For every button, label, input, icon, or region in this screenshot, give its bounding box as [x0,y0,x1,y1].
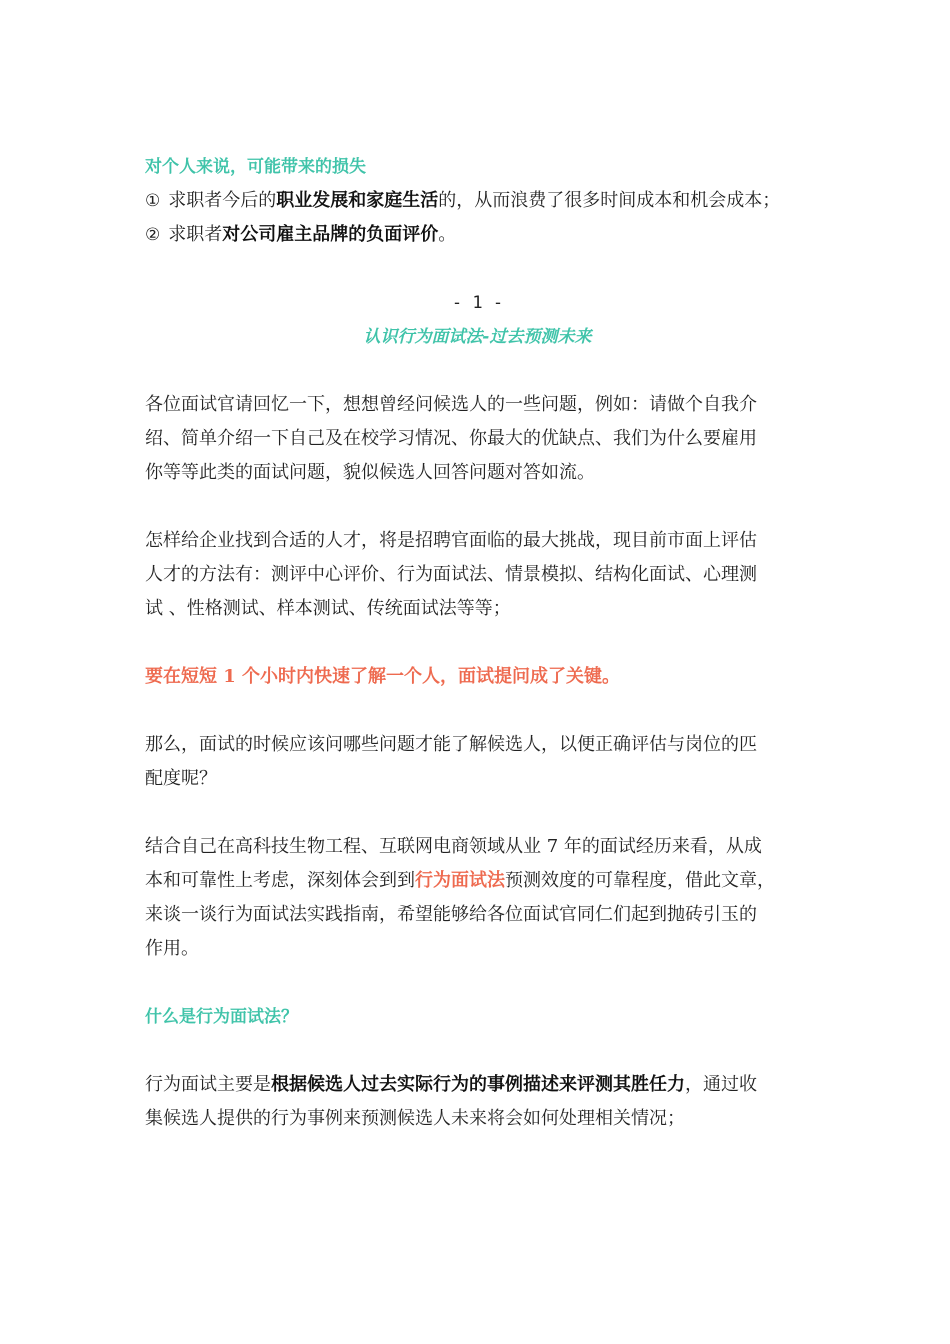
item-number: ② [145,225,161,245]
paragraph-line: 各位面试官请回忆一下，想想曾经问候选人的一些问题，例如：请做个自我介 [145,394,757,415]
paragraph-question [145,728,810,796]
paragraph-line [145,1068,810,1102]
paragraph-line: 集候选人提供的行为事例来预测候选人未来将会如何处理相关情况； [145,1108,685,1129]
paragraph-text: 本和可靠性上考虑，深刻体会到到 [145,870,415,891]
paragraph-definition [145,1068,810,1136]
paragraph-text: 行为面试主要是 [145,1074,271,1095]
paragraph-experience [145,830,810,966]
loss-item-bold: 职业发展和家庭生活 [276,190,439,211]
loss-item [145,218,810,252]
loss-heading: 对个人来说，可能带来的损失 [145,157,366,177]
item-number: ① [145,191,161,211]
paragraph-line: 你等等此类的面试问题，貌似候选人回答问题对答如流。 [145,462,595,483]
paragraph-line [145,864,810,898]
what-is-heading: 什么是行为面试法？ [145,1007,298,1027]
loss-item-bold: 对公司雇主品牌的负面评价 [222,224,439,245]
paragraph-line: 人才的方法有：测评中心评价、行为面试法、情景模拟、结构化面试、心理测 [145,564,757,585]
paragraph-line: 来谈一谈行为面试法实践指南，希望能够给各位面试官同仁们起到抛砖引玉的 [145,904,757,925]
paragraph-methods [145,524,810,626]
paragraph-line: 怎样给企业找到合适的人才，将是招聘官面临的最大挑战，现目前市面上评估 [145,530,757,551]
section-number: - 1 - [451,293,504,313]
paragraph-line: 配度呢？ [145,768,217,789]
loss-item-text: 。 [438,224,457,245]
highlight-term: 行为面试法 [415,870,505,891]
loss-item [145,184,810,218]
loss-item-text: 求职者 [168,224,223,245]
paragraph-line: 绍、简单介绍一下自己及在校学习情况、你最大的优缺点、我们为什么要雇用 [145,428,757,449]
section-title: 认识行为面试法-过去预测未来 [363,327,592,347]
paragraph-intro [145,388,810,490]
paragraph-line: 作用。 [145,938,199,959]
loss-item-text: 的，从而浪费了很多时间成本和机会成本； [438,190,781,211]
paragraph-line: 试 、性格测试、样本测试、传统面试法等等； [145,598,511,619]
document-page [145,150,810,1136]
loss-item-text: 求职者今后的 [168,190,277,211]
paragraph-text: ，通过收 [685,1074,757,1095]
paragraph-text: 预测效度的可靠程度，借此文章， [505,870,775,891]
paragraph-line: 那么，面试的时候应该问哪些问题才能了解候选人，以便正确评估与岗位的匹 [145,734,757,755]
definition-bold: 根据候选人过去实际行为的事例描述来评测其胜任力 [271,1074,685,1095]
paragraph-line: 结合自己在高科技生物工程、互联网电商领域从业 7 年的面试经历来看，从成 [145,836,762,857]
highlight-statement: 要在短短 1 个小时内快速了解一个人，面试提问成了关键。 [145,666,621,687]
